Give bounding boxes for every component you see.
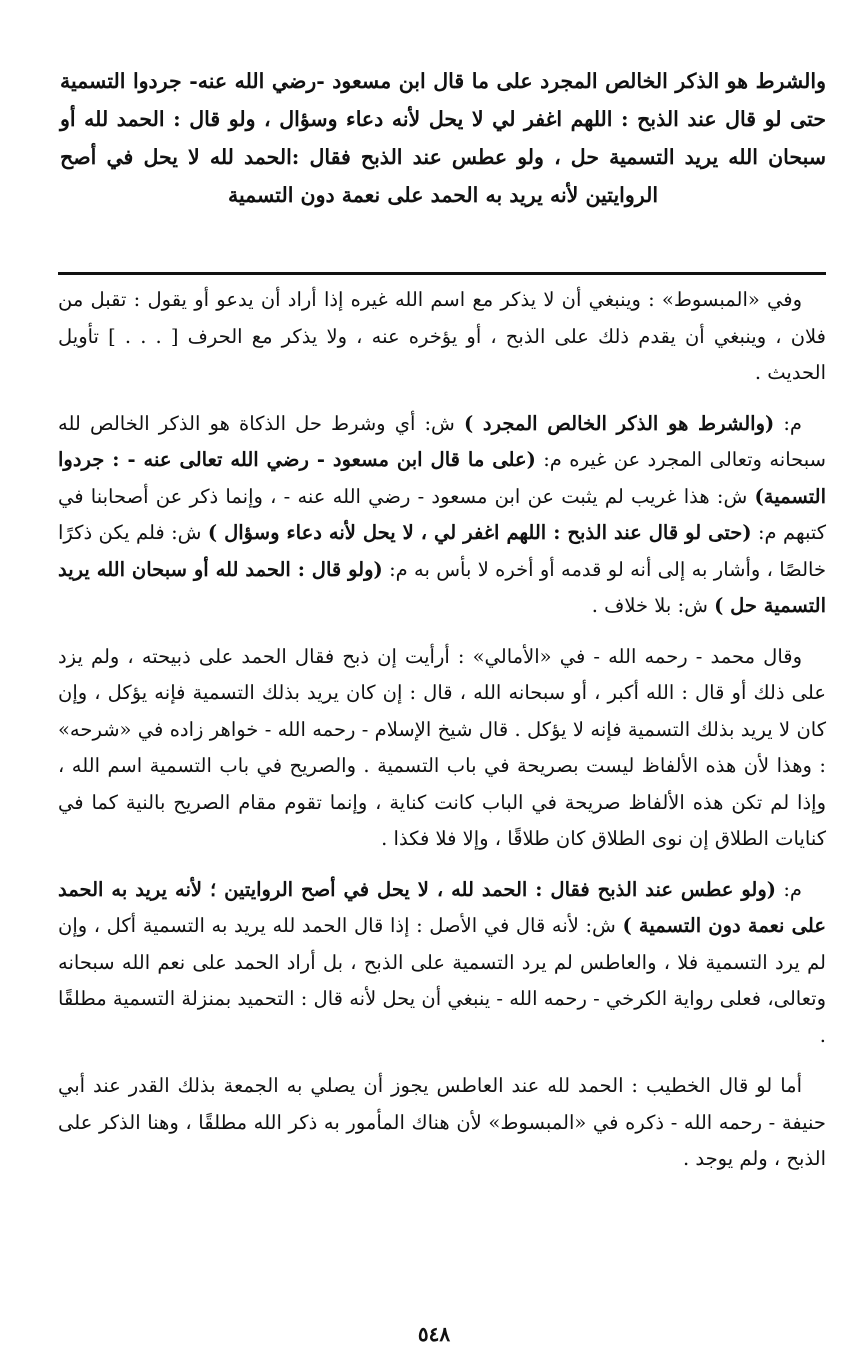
commentary-paragraph-3: وقال محمد - رحمه الله - في «الأمالي» : أرأيت إن ذبح فقال الحمد على ذبيحته ، ولم يزد على ذلك أو قال : الله أكبر ، أو سبحانه الله ، قال : إن كان يريد بذلك التسمية فإنه يؤكل ، وإن كان لا يريد بذلك التسمية فإنه لا يؤكل . قال شيخ الإسلام - رحمه الله - خواهر زاده في «شرحه» : وهذا لأن هذه الألفاظ ليست بصريحة في باب التسمية . والصريح في باب التسمية اسم الله ، وإذا لم تكن هذه الألفاظ صريحة في الباب كانت كناية ، وإنما تقوم مقام الصريح بالنية كما في كنايات الطلاق إن نوى الطلاق كان طلاقًا ، وإلا فلا فكذا . (58, 644, 826, 850)
matn-text: والشرط هو الذكر الخالص المجرد على ما قال ابن مسعود -رضي الله عنه- جردوا التسمية حتى لو قال عند الذبح : اللهم اغفر لي لا يحل لأنه دعاء وسؤال ، ولو قال : الحمد لله أو سبحان الله يريد التسمية حل ، ولو عطس عند الذبح فقال :الحمد لله لا يحل في أصح الروايتين لأنه يريد به الحمد على نعمة دون التسمية (60, 69, 826, 207)
commentary-text: ش: أي وشرط حل الذكاة هو الذكر الخالص لله سبحانه وتعالى المجرد عن غيره م: (58, 411, 826, 471)
matn-quote: (حتى لو قال عند الذبح : اللهم اغفر لي ، لا يحل لأنه دعاء وسؤال ) (207, 521, 752, 544)
commentary-paragraph-2 (58, 406, 826, 625)
commentary-text: ش: فلم يكن ذكرًا خالصًا ، وأشار به إلى أنه لو قدمه أو أخره لا بأس به م: (58, 521, 827, 581)
matn-quote: (ولو عطس عند الذبح فقال : الحمد لله ، لا يحل في أصح الروايتين ؛ لأنه يريد به الحمد على نعمة دون التسمية ) (58, 877, 826, 937)
commentary-text: ش: هذا غريب لم يثبت عن ابن مسعود - رضي الله عنه - ، وإنما ذكر عن أصحابنا في كتبهم م: (58, 484, 827, 544)
matn-quote: (ولو قال : الحمد لله أو سبحان الله يريد التسمية حل ) (58, 557, 826, 617)
separator-rule (58, 272, 826, 275)
commentary (58, 282, 826, 1192)
page-number: ٥٤٨ (417, 1322, 451, 1346)
commentary-paragraph-1: وفي «المبسوط» : وينبغي أن لا يذكر مع اسم الله غيره إذا أراد أن يدعو أو يقول : تقبل من فلان ، وينبغي أن يقدم ذلك على الذبح ، أو يؤخره عنه ، ولا يذكر مع الحرف [ . . . ] تأويل الحديث . (58, 288, 826, 384)
commentary-paragraph-5: أما لو قال الخطيب : الحمد لله عند العاطس يجوز أن يصلي به الجمعة بذلك القدر عند أبي حنيفة - رحمه الله - ذكره في «المبسوط» لأن هناك المأمور به ذكر الله مطلقًا ، وهنا الذكر على الذبح ، ولم يوجد . (58, 1074, 826, 1170)
commentary-paragraph-4 (58, 872, 826, 1055)
commentary-text: ش: لأنه قال في الأصل : إذا قال الحمد لله يريد به التسمية أكل ، وإن لم يرد التسمية فلا ، والعاطس لم يرد التسمية على الذبح ، بل أراد الحمد على نعم الله سبحانه وتعالى، فعلى رواية الكرخي - رحمه الله - ينبغي أن يحل لأنه قال : التحميد بمنزلة التسمية مطلقًا . (58, 914, 826, 1047)
commentary-text: م: (776, 877, 802, 901)
matn-quote: (والشرط هو الذكر الخالص المجرد ) (463, 411, 775, 435)
matn-quote: (على ما قال ابن مسعود - رضي الله تعالى عنه - : جردوا التسمية) (58, 448, 826, 508)
commentary-text: ش: بلا خلاف . (591, 594, 715, 617)
commentary-text: م: (774, 411, 802, 435)
